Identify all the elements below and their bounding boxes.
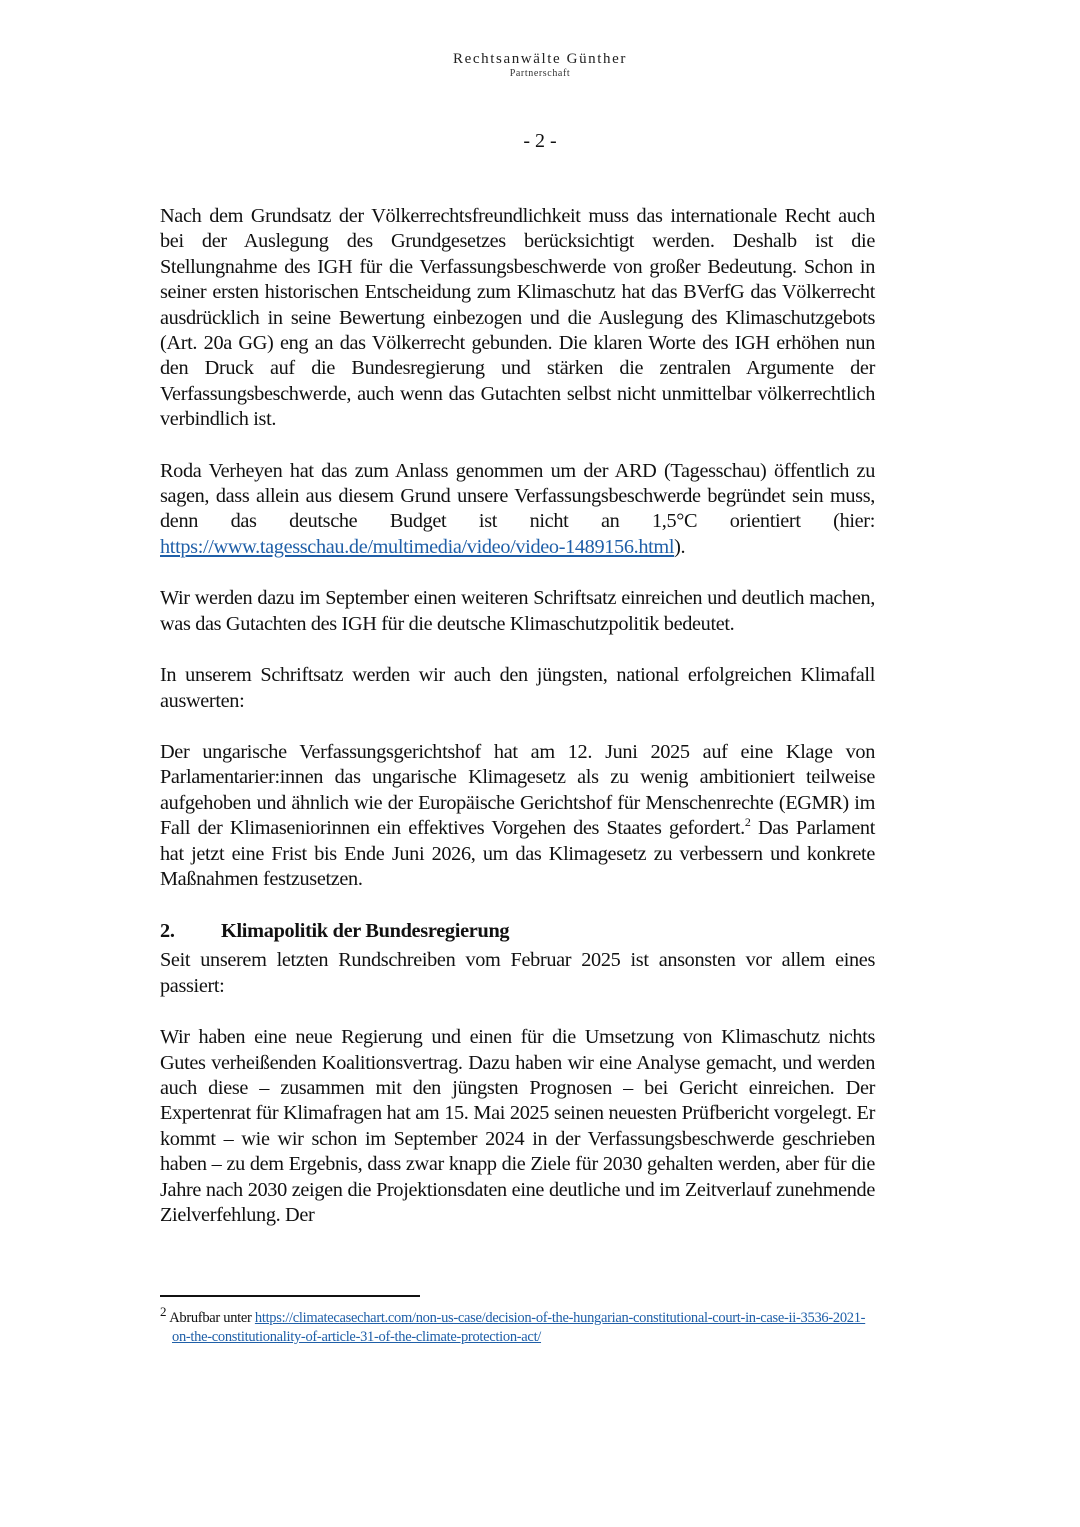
section-title: Klimapolitik der Bundesregierung	[221, 920, 510, 943]
paragraph-regierung: Wir haben eine neue Regierung und einen für die Umsetzung von Klimaschutz nichts Gutes verheißenden Koalitionsvertrag. Dazu haben wir eine Analyse gemacht, und werden auch diese – zusammen mit den jüngsten Prognosen – bei Gericht einreichen. Der Expertenrat für Klimafragen hat am 15. Mai 2025 seinen neuesten Prüfbericht vorgelegt. Er kommt – wie wir schon im September 2024 in der Verfassungsbeschwerde geschrieben haben – zu dem Ergebnis, dass zwar knapp die Ziele für 2030 gehalten werden, aber für die Jahre nach 2030 zeigen die Projektionsdaten eine deutliche und im Zeitverlauf zunehmende Zielverfehlung. Der	[160, 1026, 875, 1226]
paragraph-text: Roda Verheyen hat das zum Anlass genommen um der ARD (Tagesschau) öffentlich zu sagen, dass allein aus diesem Grund unsere Verfassungsbeschwerde begründet sein muss, denn das deutsche Budget ist nicht an 1,5°C orientiert (hier:	[160, 459, 875, 533]
paragraph-schriftsatz: Wir werden dazu im September einen weiteren Schriftsatz einreichen und deutlich machen, was das Gutachten des IGH für die deutsche Klimaschutzpolitik bedeutet.	[160, 587, 875, 635]
paragraph-text-end: ).	[674, 535, 686, 558]
footnote-separator	[160, 1295, 420, 1297]
tagesschau-link[interactable]: https://www.tagesschau.de/multimedia/video/video-1489156.html	[160, 535, 675, 558]
footnote-mark: 2	[160, 1304, 167, 1320]
paragraph-ungarn	[160, 740, 875, 892]
section-heading	[160, 918, 875, 944]
paragraph-text-end: Das Parlament hat jetzt eine Frist bis Ende Juni 2026, um das Klimagesetz zu verbessern und konkrete Maßnahmen festzusetzen.	[160, 817, 875, 890]
paragraph-voelkerrecht: Nach dem Grundsatz der Völkerrechtsfreundlichkeit muss das internationale Recht auch bei der Auslegung des Grundgesetzes berücksichtigt werden. Deshalb ist die Stellungnahme des IGH für die Verfassungsbeschwerde von großer Bedeutung. Schon in seiner ersten historischen Entscheidung zum Klimaschutz hat das BVerfG das Völkerrecht ausdrücklich in seine Bewertung einbezogen und die Auslegung des Klimaschutzgebots (Art. 20a GG) eng an das Völkerrecht gebunden. Die klaren Worte des IGH erhöhen nun den Druck auf die Bundesregierung und stärken die zentralen Argumente der Verfassungsbeschwerde, auch wenn das Gutachten selbst nicht unmittelbar völkerrechtlich verbindlich ist.	[160, 205, 875, 431]
section-number: 2.	[160, 920, 175, 943]
letterhead	[0, 50, 1080, 80]
document-body	[160, 204, 875, 1254]
paragraph-verheyen	[160, 459, 875, 561]
paragraph-text: Der ungarische Verfassungsgerichtshof hat am 12. Juni 2025 auf eine Klage von Parlamentarier:innen das ungarische Klimagesetz als zu wenig ambitioniert teilweise aufgehoben und ähnlich wie der Europäische Gerichtshof für Menschenrechte (EGMR) im Fall der Klimaseniorinnen ein effektives Vorgehen des Staates gefordert.	[160, 740, 875, 840]
page-number: - 2 -	[523, 130, 557, 152]
climatecasechart-link[interactable]: https://climatecasechart.com/non-us-case/decision-of-the-hungarian-constitutional-court-in-case-ii-3536-2021-on-the-constitutionality-of-article-31-of-the-climate-protection-act/	[172, 1310, 866, 1345]
firm-name: Rechtsanwälte Günther	[453, 51, 627, 67]
paragraph-klimafall: In unserem Schriftsatz werden wir auch den jüngsten, national erfolgreichen Klimafall auswerten:	[160, 664, 875, 712]
firm-type: Partnerschaft	[509, 68, 571, 79]
paragraph-rundschreiben: Seit unserem letzten Rundschreiben vom Februar 2025 ist ansonsten vor allem eines passiert:	[160, 949, 875, 997]
footnote-reference[interactable]: 2	[744, 815, 751, 830]
footnote	[160, 1304, 875, 1347]
footnote-text: Abrufbar unter	[169, 1310, 255, 1326]
